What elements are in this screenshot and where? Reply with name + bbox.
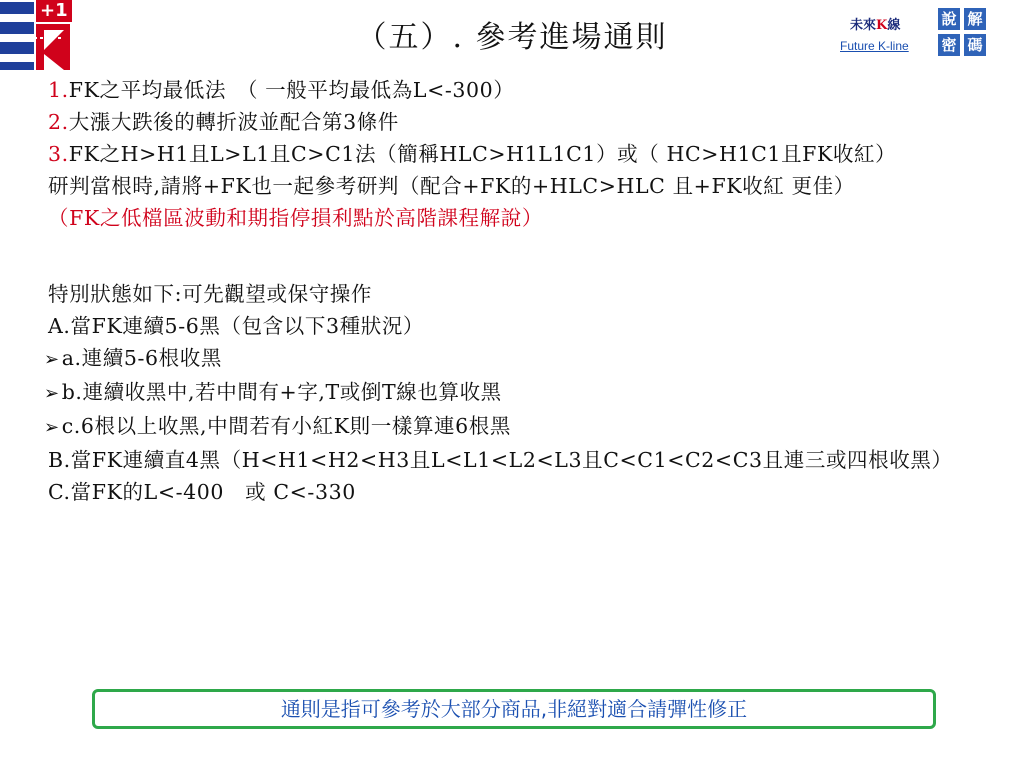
brand-cn-k: K — [876, 18, 888, 33]
arrow-bullet-icon: ➢ — [44, 383, 60, 404]
rule-number: 3. — [48, 142, 69, 166]
red-note: （FK之低檔區波動和期指停損利點於高階課程解說） — [48, 206, 543, 230]
rule-3 — [48, 138, 1018, 170]
seal-char: 碼 — [964, 34, 986, 56]
page-title: （五）. 參考進場通則 — [356, 20, 668, 55]
rule-number: 1. — [48, 78, 69, 102]
bullet-text: b.連續收黑中,若中間有+字,T或倒T線也算收黑 — [61, 380, 502, 404]
special-b-line: B.當FK連續直4黑（H<H1<H2<H3且L<L1<L2<L3且C<C1<C2<C3且連三或四根收黑） — [48, 448, 953, 472]
special-c-line: C.當FK的L<-400 或 C<-330 — [48, 480, 356, 504]
rule-text: 大漲大跌後的轉折波並配合第3條件 — [68, 110, 399, 134]
seal-char: 說 — [938, 8, 960, 30]
brand-cn-prefix: 未來 — [850, 18, 877, 33]
rule-text: FK之H>H1且L>L1且C>C1法（簡稱HLC>H1L1C1）或（ HC>H1C1且FK收紅） — [68, 142, 897, 166]
special-bullet — [44, 376, 1018, 410]
seal-char: 密 — [938, 34, 960, 56]
rule-2 — [48, 106, 1018, 138]
special-a-title: A.當FK連續5-6黑（包含以下3種狀況） — [48, 314, 425, 338]
seal-logo — [938, 8, 988, 58]
rules-content — [44, 74, 1018, 508]
special-bullet — [44, 342, 1018, 376]
bullet-text: c.6根以上收黑,中間若有小紅K則一樣算連6根黑 — [61, 414, 512, 438]
brand-cn-suffix: 線 — [887, 18, 901, 33]
arrow-bullet-icon: ➢ — [44, 417, 60, 438]
note-line: 研判當根時,請將+FK也一起參考研判（配合+FK的+HLC>HLC 且+FK收紅 更佳） — [48, 174, 855, 198]
spacer — [48, 234, 1018, 278]
special-heading: 特別狀態如下:可先觀望或保守操作 — [48, 282, 373, 306]
arrow-bullet-icon: ➢ — [44, 349, 60, 370]
brand-cn — [850, 14, 900, 33]
seal-char: 解 — [964, 8, 986, 30]
special-bullet — [44, 410, 1018, 444]
footer-note: 通則是指可參考於大部分商品,非絕對適合請彈性修正 — [92, 689, 936, 729]
rule-number: 2. — [48, 110, 69, 134]
rule-text: FK之平均最低法 （ 一般平均最低為L<-300） — [68, 78, 515, 102]
bullet-text: a.連續5-6根收黑 — [61, 346, 222, 370]
logo-plus-one-text: +1 — [40, 0, 68, 21]
rule-1 — [48, 74, 1018, 106]
brand-en-link[interactable]: Future K-line — [840, 39, 909, 53]
